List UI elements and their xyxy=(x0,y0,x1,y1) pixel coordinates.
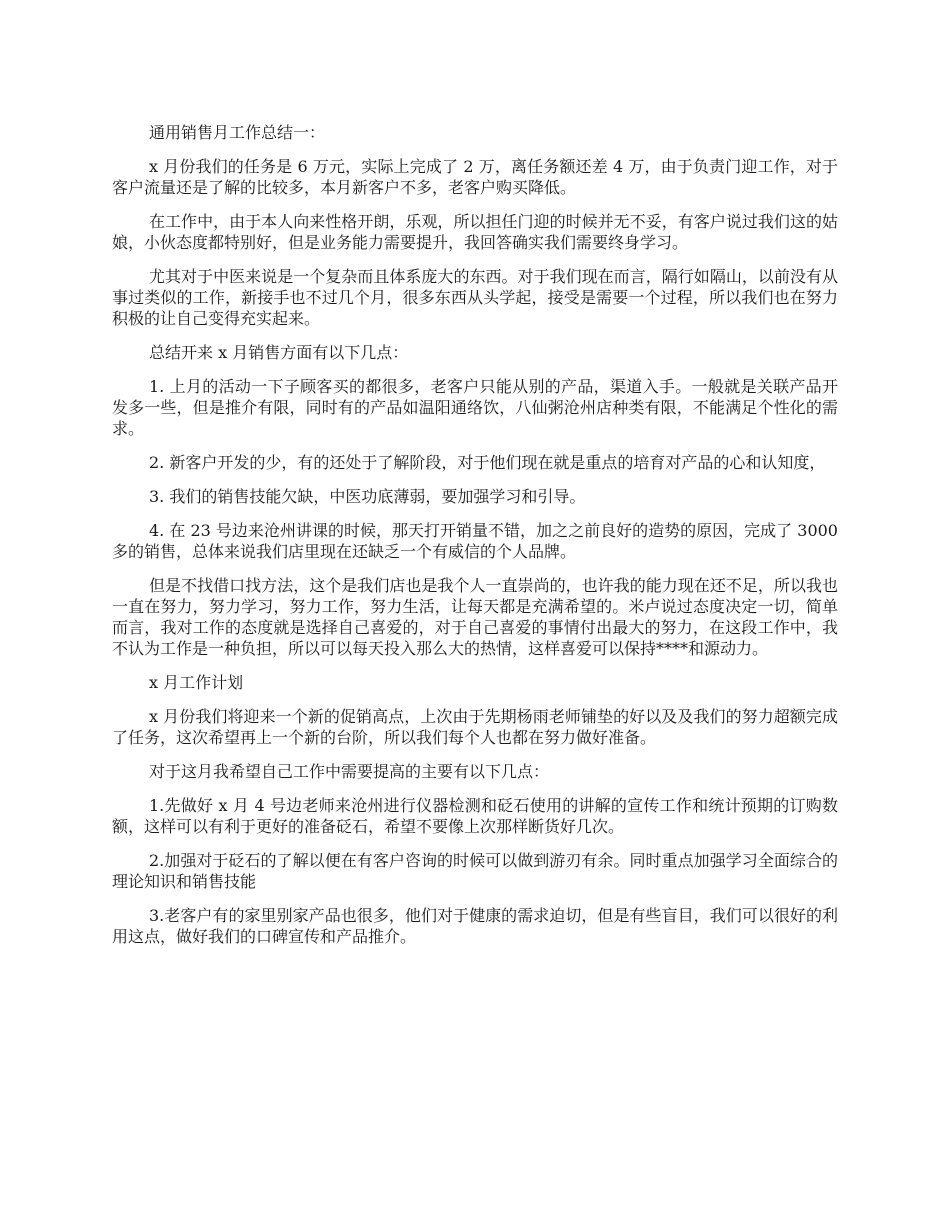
paragraph: 在工作中，由于本人向来性格开朗，乐观，所以担任门迎的时候并无不妥，有客户说过我们这的姑娘，小伙态度都特别好，但是业务能力需要提升，我回答确实我们需要终身学习。 xyxy=(112,212,838,252)
document-body xyxy=(112,122,838,960)
list-item: 2. 新客户开发的少，有的还处于了解阶段，对于他们现在就是重点的培育对产品的心和认知度， xyxy=(149,453,826,472)
paragraph: x 月份我们将迎来一个新的促销高点，上次由于先期杨雨老师铺垫的好以及及我们的努力超额完成了任务，这次希望再上一个新的台阶，所以我们每个人也都在努力做好准备。 xyxy=(112,707,838,747)
paragraph: 尤其对于中医来说是一个复杂而且体系庞大的东西。对于我们现在而言，隔行如隔山，以前没有从事过类似的工作，新接手也不过几个月，很多东西从头学起，接受是需要一个过程，所以我们也在努力积极的让自己变得充实起来。 xyxy=(112,267,838,328)
list-item: 1.先做好 x 月 4 号边老师来沧州进行仪器检测和砭石使用的讲解的宣传工作和统计预期的订购数额，这样可以有利于更好的准备砭石，希望不要像上次那样断货好几次。 xyxy=(112,796,838,836)
paragraph: x 月份我们的任务是 6 万元，实际上完成了 2 万，离任务额还差 4 万，由于负责门迎工作，对于客户流量还是了解的比较多，本月新客户不多，老客户购买降低。 xyxy=(112,157,838,197)
list-item: 2.加强对于砭石的了解以便在有客户咨询的时候可以做到游刃有余。同时重点加强学习全面综合的理论知识和销售技能 xyxy=(112,851,838,891)
list-item: 1. 上月的活动一下子顾客买的都很多，老客户只能从别的产品，渠道入手。一般就是关联产品开发多一些，但是推介有限，同时有的产品如温阳通络饮，八仙粥沧州店种类有限，不能满足个性化的需求。 xyxy=(112,377,838,438)
list-item: 4. 在 23 号边来沧州讲课的时候，那天打开销量不错，加之之前良好的造势的原因，完成了 3000 多的销售，总体来说我们店里现在还缺乏一个有威信的个人品牌。 xyxy=(112,521,838,561)
list-item: 3. 我们的销售技能欠缺，中医功底薄弱，要加强学习和引导。 xyxy=(149,487,586,506)
section-heading: x 月工作计划 xyxy=(149,673,244,692)
paragraph: 对于这月我希望自己工作中需要提高的主要有以下几点： xyxy=(149,762,550,781)
section-heading: 通用销售月工作总结一： xyxy=(149,123,326,142)
paragraph: 但是不找借口找方法，这个是我们店也是我个人一直崇尚的，也许我的能力现在还不足，所以我也一直在努力，努力学习，努力工作，努力生活，让每天都是充满希望的。米卢说过态度决定一切，简单而言，我对工作的态度就是选择自己喜爱的，对于自己喜爱的事情付出最大的努力，在这段工作中，我不认为工作是一种负担，所以可以每天投入那么大的热情，这样喜爱可以保持****和源动力。 xyxy=(112,576,838,658)
list-item: 3.老客户有的家里别家产品也很多，他们对于健康的需求迫切，但是有些盲目，我们可以很好的利用这点，做好我们的口碑宣传和产品推介。 xyxy=(112,906,838,946)
paragraph: 总结开来 x 月销售方面有以下几点： xyxy=(149,343,409,362)
